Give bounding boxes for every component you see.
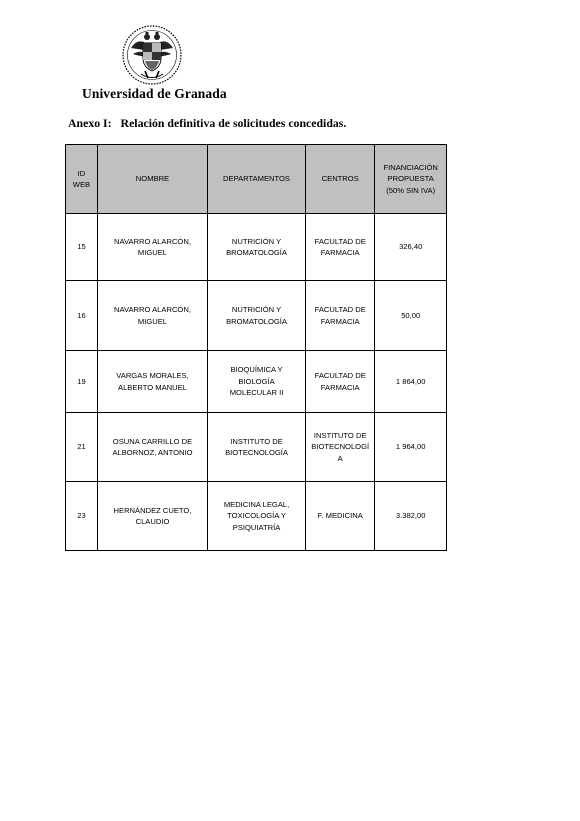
cell-departamento: BIOQUÍMICA Y BIOLOGÍA MOLECULAR II — [208, 351, 306, 413]
cell-financiacion: 50,00 — [375, 281, 447, 351]
cell-departamento: NUTRICIÓN Y BROMATOLOGÍA — [208, 214, 306, 281]
header-departamentos: DEPARTAMENTOS — [208, 145, 306, 214]
university-crest-logo — [121, 24, 183, 86]
annex-label: Anexo I: — [68, 116, 112, 130]
table-row — [66, 214, 447, 281]
table-header-row — [66, 145, 447, 214]
cell-departamento: NUTRICIÓN Y BROMATOLOGÍA — [208, 281, 306, 351]
header-centros: CENTROS — [306, 145, 375, 214]
cell-centro: FACULTAD DE FARMACIA — [306, 281, 375, 351]
annex-heading — [68, 116, 346, 131]
cell-id: 16 — [66, 281, 98, 351]
cell-nombre: VARGAS MORALES, ALBERTO MANUEL — [97, 351, 207, 413]
table-row — [66, 281, 447, 351]
cell-centro: INSTITUTO DE BIOTECNOLOGÍ A — [306, 413, 375, 482]
cell-id: 15 — [66, 214, 98, 281]
table-row — [66, 482, 447, 551]
cell-id: 21 — [66, 413, 98, 482]
cell-nombre: NAVARRO ALARCÓN, MIGUEL — [97, 214, 207, 281]
cell-centro: FACULTAD DE FARMACIA — [306, 351, 375, 413]
annex-title: Relación definitiva de solicitudes concedidas. — [120, 116, 347, 130]
cell-id: 23 — [66, 482, 98, 551]
cell-nombre: OSUNA CARRILLO DE ALBORNOZ, ANTONIO — [97, 413, 207, 482]
university-name: Universidad de Granada — [82, 86, 227, 101]
cell-id: 19 — [66, 351, 98, 413]
header-financiacion: FINANCIACIÓN PROPUESTA (50% SIN IVA) — [375, 145, 447, 214]
header-id-web: ID WEB — [66, 145, 98, 214]
cell-financiacion: 1 864,00 — [375, 351, 447, 413]
table-row — [66, 351, 447, 413]
cell-financiacion: 3.382,00 — [375, 482, 447, 551]
cell-nombre: NAVARRO ALARCÓN, MIGUEL — [97, 281, 207, 351]
solicitudes-table — [65, 144, 447, 551]
cell-departamento: MEDICINA LEGAL, TOXICOLOGÍA Y PSIQUIATRÍA — [208, 482, 306, 551]
cell-departamento: INSTITUTO DE BIOTECNOLOGÍA — [208, 413, 306, 482]
table-row — [66, 413, 447, 482]
cell-nombre: HERNÁNDEZ CUETO, CLAUDIO — [97, 482, 207, 551]
cell-centro: F. MEDICINA — [306, 482, 375, 551]
cell-centro: FACULTAD DE FARMACIA — [306, 214, 375, 281]
header-nombre: NOMBRE — [97, 145, 207, 214]
cell-financiacion: 326,40 — [375, 214, 447, 281]
cell-financiacion: 1 964,00 — [375, 413, 447, 482]
